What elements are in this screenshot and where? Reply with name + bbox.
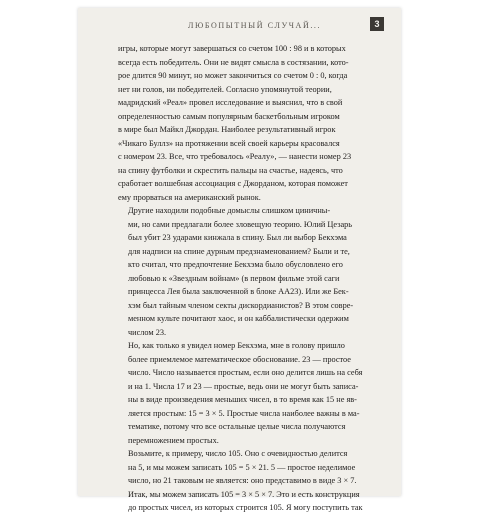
page-number: 3	[370, 17, 384, 31]
text-line: сработает волшебная ассоциация с Джорданом, которая поможет	[118, 179, 348, 188]
text-line: ляется простым: 15 = 3 × 5. Простые числа наиболее важны в ма-	[128, 408, 360, 418]
text-line: на 5, и мы можем записать 105 = 5 × 21. 5 — простое неделимое	[128, 462, 356, 472]
text-line: числом 23.	[128, 327, 167, 337]
text-line: был убит 23 ударами кинжала в спину. Был ли выбор Бекхэма	[128, 233, 347, 242]
text-line: хэм был тайным членом секты дискордианистов? В этом совре-	[128, 300, 354, 310]
text-line: с номером 23. Все, что требовалось «Реалу», — нанести номер 23	[118, 152, 352, 161]
paragraph	[118, 204, 388, 339]
text-line: до простых чисел, из которых строится 105. Я могу поступить так	[128, 503, 363, 512]
text-line: всегда есть победитель. Они не видят смысла в состязании, кото-	[118, 57, 349, 67]
running-title: ЛЮБОПЫТНЫЙ СЛУЧАЙ...	[188, 21, 322, 30]
text-line: тематике, потому что все остальные целые числа получаются	[128, 422, 346, 431]
text-line: в мире был Майкл Джордан. Наиболее результативный игрок	[118, 125, 336, 134]
text-line: ми, но сами предлагали более зловещую теорию. Юлий Цезарь	[128, 219, 353, 229]
text-line: «Чикаго Буллз» на протяжении всей своей карьеры красовался	[118, 138, 340, 148]
paragraph	[118, 339, 388, 447]
text-line: рое длится 90 минут, но может закончиться со счетом 0 : 0, когда	[118, 71, 348, 80]
text-line: перемножением простых.	[128, 435, 219, 445]
text-line: кто считал, что предпочтение Бекхэма было обусловлено его	[128, 260, 343, 269]
paragraph	[118, 42, 388, 204]
text-line: определенностью самым популярным баскетбольным игроком	[118, 111, 340, 121]
paragraph	[118, 447, 388, 515]
text-line: Возьмите, к примеру, число 105. Оно с очевидностью делится	[128, 449, 348, 458]
book-page	[78, 8, 401, 512]
text-line: мадридский «Реал» провел исследование и выяснил, что в свой	[118, 98, 343, 107]
text-line: Итак, мы можем записать 105 = 3 × 5 × 7. Это и есть конструкция	[128, 489, 360, 499]
text-line: Но, как только я увидел номер Бекхэма, мне в голову пришло	[128, 341, 345, 350]
text-line: любовью к «Звездным войнам» (в первом фильме этой саги	[128, 273, 340, 283]
text-line: принцесса Лея была заключенной в блоке АА23). Или же Бек-	[128, 287, 349, 296]
body-text	[118, 42, 388, 515]
text-line: ны в виде произведения меньших чисел, в то время как 15 не яв-	[128, 395, 357, 404]
text-line: ему прорваться на американский рынок.	[118, 192, 261, 202]
text-line: и на 1. Числа 17 и 23 — простые, ведь они не могут быть записа-	[128, 381, 359, 391]
text-line: более приемлемое математическое обоснование. 23 — простое	[128, 354, 351, 364]
text-line: на спину футболки и скрестить пальцы на счастье, надеясь, что	[118, 165, 343, 175]
text-line: игры, которые могут завершаться со счетом 100 : 98 и в которых	[118, 44, 346, 53]
text-line: нет ни голов, ни победителей. Согласно упомянутой теории,	[118, 84, 332, 94]
text-line: менном культе почитают хаос, и он каббалистически одержим	[128, 314, 349, 323]
text-line: число, но 21 таковым не является: оно представимо в виде 3 × 7.	[128, 476, 357, 485]
text-line: число. Число называется простым, если оно делится лишь на себя	[128, 368, 363, 377]
text-line: Другие находили подобные домыслы слишком циничны-	[128, 206, 331, 215]
text-line: для надписи на спине дурным предзнаменованием? Были и те,	[128, 246, 350, 256]
